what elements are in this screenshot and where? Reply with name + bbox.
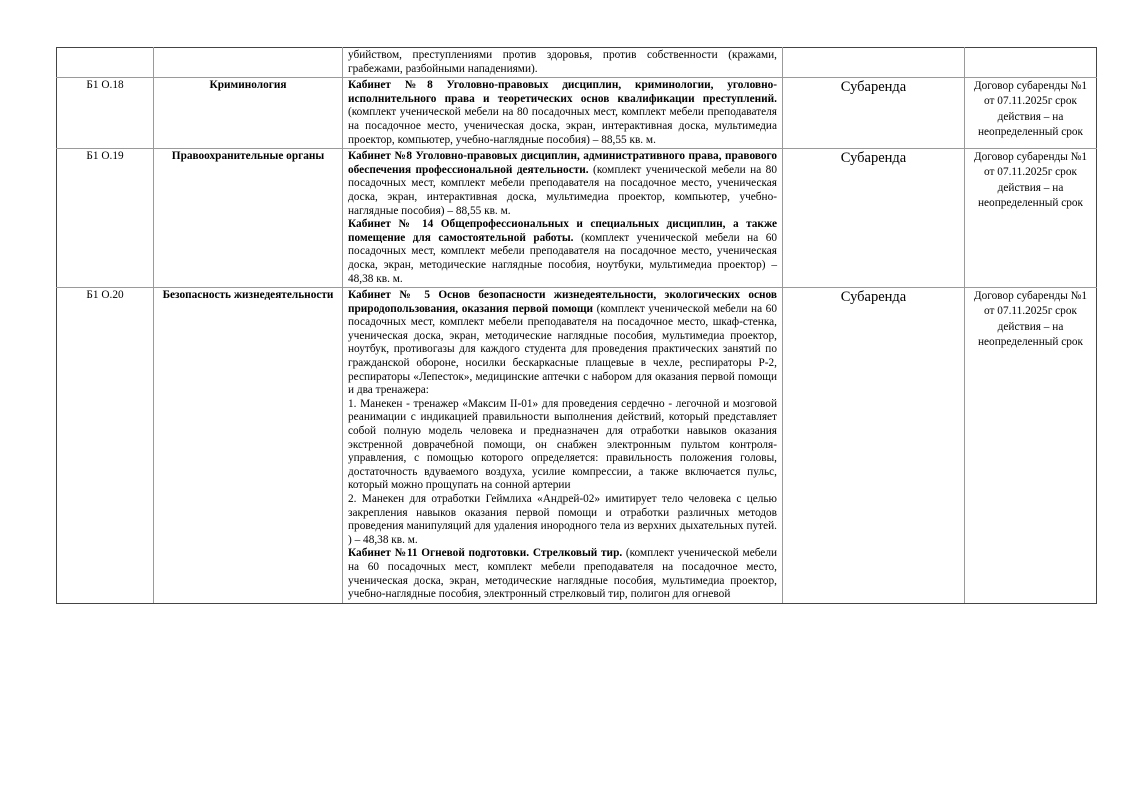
cell-discipline: Криминология	[154, 78, 343, 149]
cell-document: Договор субаренды №1 от 07.11.2025г срок действия – на неопределенный срок	[965, 149, 1097, 288]
cell-document: Договор субаренды №1 от 07.11.2025г срок действия – на неопределенный срок	[965, 288, 1097, 604]
room-entry	[348, 218, 777, 286]
cell-ownership: Субаренда	[783, 288, 965, 604]
room-entry	[348, 150, 777, 218]
equipment-item: 2. Манекен для отработки Геймлиха «Андрей-02» имитирует тело человека с целью закрепления навыков оказания первой помощи и отработки различных методов проведения манипуляций для удаления инородного тела из верхних дыхательных путей. ) – 48,38 кв. м.	[348, 493, 777, 546]
table-row-continuation	[57, 48, 1097, 78]
cell-ownership: Субаренда	[783, 149, 965, 288]
cell-ownership	[783, 48, 965, 78]
cell-document: Договор субаренды №1 от 07.11.2025г срок действия – на неопределенный срок	[965, 78, 1097, 149]
room-title: Кабинет №11 Огневой подготовки. Стрелковый тир.	[348, 547, 623, 560]
cell-document	[965, 48, 1097, 78]
cell-code	[57, 48, 154, 78]
document-page	[56, 47, 1097, 604]
cell-discipline: Правоохранительные органы	[154, 149, 343, 288]
room-title: Кабинет № 14 Общепрофессиональных и специальных дисциплин, а также помещение для самостоятельной работы.	[348, 218, 777, 244]
cell-room-description	[343, 78, 783, 149]
room-equipment: (комплект ученической мебели на 80 посадочных мест, комплект мебели преподавателя на посадочное место, ученическая доска, экран, интерактивная доска, мультимедиа проектор, компьютер, учебно-наглядные пособия) – 88,55 кв. м.	[348, 106, 777, 146]
room-title: Кабинет №8 Уголовно-правовых дисциплин, криминологии, уголовно-исполнительного права и теоретических основ квалификации преступлений.	[348, 79, 777, 105]
room-equipment: (комплект ученической мебели на 80 посадочных мест, комплект мебели преподавателя на посадочное место, ученическая доска, экран, интерактивная доска, мультимедиа проектор, компьютер, учебно-наглядные пособия) – 88,55 кв. м.	[348, 163, 777, 217]
room-equipment: (комплект ученической мебели на 60 посадочных мест, комплект мебели преподавателя на посадочное место, шкаф-стенка, ученическая доска, экран, методические наглядные пособия, мультимедиа проектор, ноутбук, противогазы для каждого студента для проведения практических занятий по гражданской обороне, носилки бескаркасные плащевые в чехле, респираторы Р-2, респираторы «Лепесток», медицинские аптечки с набором для оказания первой помощи и два тренажера:	[348, 302, 777, 397]
cell-discipline	[154, 48, 343, 78]
room-title: Кабинет №8 Уголовно-правовых дисциплин, административного права, правового обеспечения профессиональной деятельности.	[348, 150, 777, 176]
room-entry	[348, 289, 777, 398]
room-title: Кабинет № 5 Основ безопасности жизнедеятельности, экологических основ природопользования, оказания первой помощи	[348, 289, 777, 315]
room-entry	[348, 547, 777, 601]
cell-room-description: убийством, преступлениями против здоровья, против собственности (кражами, грабежами, разбойными нападениями).	[343, 48, 783, 78]
cell-code: Б1 О.19	[57, 149, 154, 288]
cell-discipline: Безопасность жизнедеятельности	[154, 288, 343, 604]
cell-ownership: Субаренда	[783, 78, 965, 149]
table-row	[57, 149, 1097, 288]
cell-room-description	[343, 288, 783, 604]
table-row	[57, 78, 1097, 149]
equipment-item: 1. Манекен - тренажер «Максим II-01» для проведения сердечно - легочной и мозговой реанимации с индикацией правильности выполнения действий, который представляет собой полную модель человека и предназначен для отработки навыков оказания экстренной доврачебной помощи, он снабжен электронным пультом контроля-управления, с помощью которого определяется: правильность положения головы, достаточность вдуваемого воздуха, усилие компрессии, а также включается пульс, который можно прощупать на сонной артерии	[348, 397, 777, 492]
room-entry	[348, 79, 777, 147]
room-equipment: (комплект ученической мебели на 60 посадочных мест, комплект мебели преподавателя на посадочное место, ученическая доска, экран, методические наглядные пособия, ноутбуки, мультимедиа проектор) – 48,38 кв. м.	[348, 231, 777, 285]
cell-code: Б1 О.20	[57, 288, 154, 604]
facilities-table	[56, 47, 1097, 604]
room-equipment: (комплект ученической мебели на 60 посадочных мест, комплект мебели преподавателя на посадочное место, ученическая доска, экран, методические наглядные пособия, мультимедиа проектор, учебно-наглядные пособия, электронный стрелковый тир, полигон для огневой	[348, 547, 778, 601]
cell-room-description	[343, 149, 783, 288]
table-row	[57, 288, 1097, 604]
cell-code: Б1 О.18	[57, 78, 154, 149]
